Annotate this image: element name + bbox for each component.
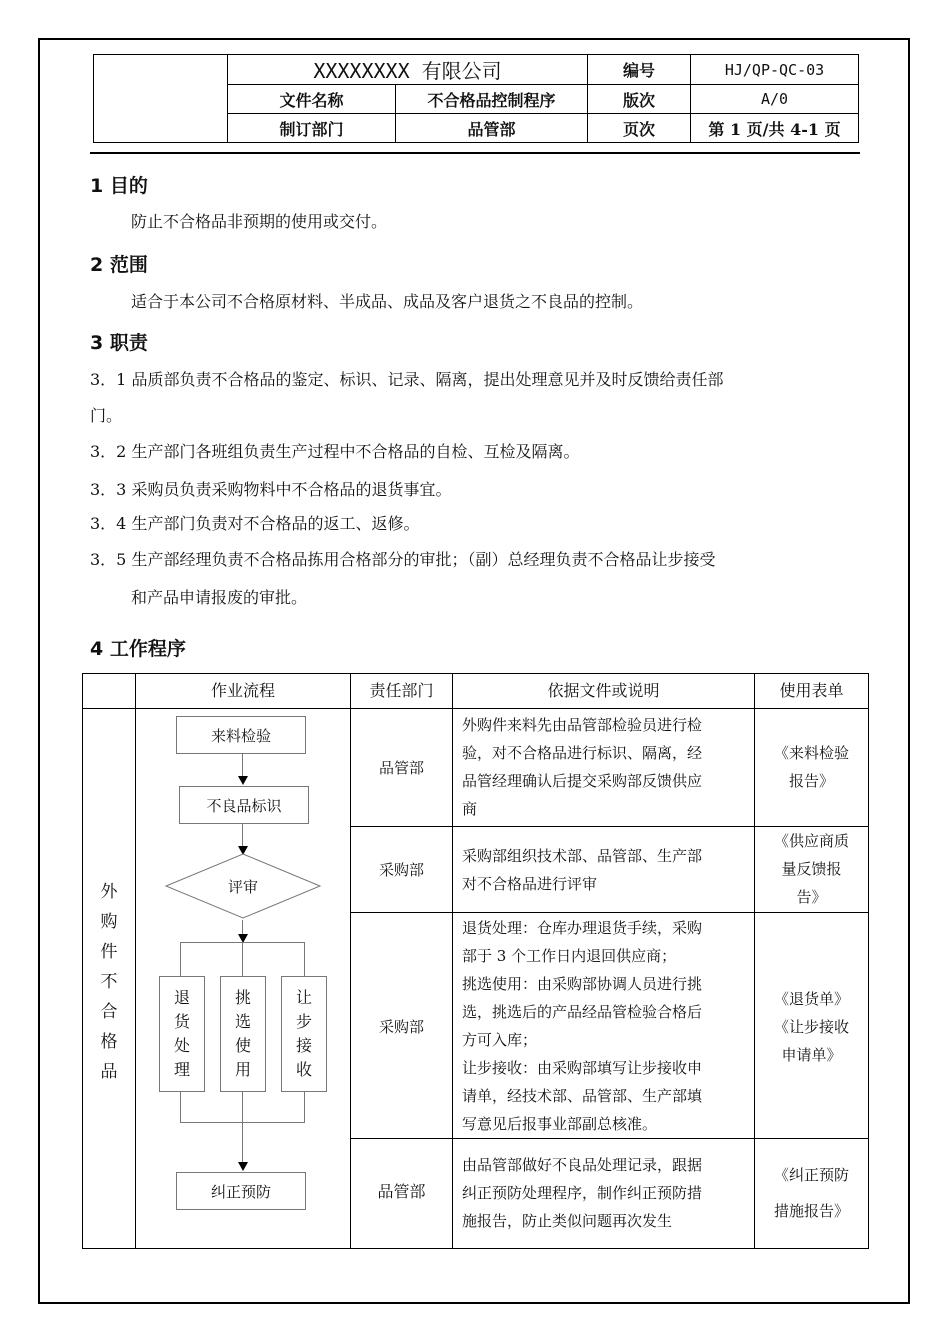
dept-value: 品管部 <box>396 114 588 143</box>
category-label: 外购件不合格品 <box>100 882 118 1082</box>
dept-label: 制订部门 <box>228 114 396 143</box>
logo-cell <box>94 55 228 143</box>
version-value: A/0 <box>691 85 859 114</box>
section-3-5-line2: 和产品申请报废的审批。 <box>131 588 308 607</box>
row1-basis: 外购件来料先由品管部检验员进行检 验，对不合格品进行标识、隔离，经 品管经理确认后提交采购部反馈供应 商 <box>462 716 703 818</box>
section-2-title: 2 范围 <box>90 254 148 276</box>
document-header-table <box>93 54 859 143</box>
flow-step-incoming-inspection: 来料检验 <box>176 716 306 754</box>
code-value: HJ/QP-QC-03 <box>691 55 859 85</box>
header-divider <box>90 152 860 154</box>
code-label: 编号 <box>588 55 691 85</box>
row1-dept: 品管部 <box>378 759 424 777</box>
section-3-4: 3．4 生产部门负责对不合格品的返工、返修。 <box>90 514 420 533</box>
row4-dept: 品管部 <box>377 1182 426 1201</box>
row3-basis: 退货处理：仓库办理退货手续，采购 部于 3 个工作日内退回供应商； 挑选使用：由采购部协调人员进行挑 选，挑选后的产品经品管检验合格后 方可入库； 让步接收：由采购部填写让步接收申 请单，经技术部、品管部、生产部填 写意见后报事业部副总核准。 <box>462 919 703 1133</box>
section-4-title: 4 工作程序 <box>90 638 186 660</box>
flow-branch-concession: 让步接收 <box>281 976 327 1092</box>
col-flow-header: 作业流程 <box>210 681 275 700</box>
flow-branch-select-use: 挑选使用 <box>220 976 266 1092</box>
row2-dept: 采购部 <box>378 861 424 879</box>
row4-forms: 《纠正预防 措施报告》 <box>773 1166 849 1220</box>
arrow-down-icon <box>238 776 248 785</box>
col-forms-header: 使用表单 <box>779 681 844 700</box>
section-3-title: 3 职责 <box>90 332 148 354</box>
section-3-1-line2: 门。 <box>90 406 123 425</box>
row2-basis: 采购部组织技术部、品管部、生产部 对不合格品进行评审 <box>462 847 703 893</box>
section-3-5-line1: 3．5 生产部经理负责不合格品拣用合格部分的审批；（副）总经理负责不合格品让步接受 <box>90 550 716 569</box>
section-1-title: 1 目的 <box>90 175 148 197</box>
col-basis-header: 依据文件或说明 <box>547 681 660 700</box>
row1-forms: 《来料检验 报告》 <box>773 744 849 790</box>
section-3-3: 3．3 采购员负责采购物料中不合格品的退货事宜。 <box>90 480 452 499</box>
row3-forms: 《退货单》 《让步接收 申请单》 <box>773 990 849 1064</box>
flow-step-defect-marking: 不良品标识 <box>179 786 309 824</box>
version-label: 版次 <box>588 85 691 114</box>
flow-step-corrective-action: 纠正预防 <box>176 1172 306 1210</box>
row3-dept: 采购部 <box>378 1018 424 1036</box>
col-dept-header: 责任部门 <box>369 681 434 700</box>
section-2-text: 适合于本公司不合格原材料、半成品、成品及客户退货之不良品的控制。 <box>131 292 644 311</box>
flow-decision-label: 评审 <box>227 878 258 896</box>
page-label: 页次 <box>588 114 691 143</box>
section-3-2: 3．2 生产部门各班组负责生产过程中不合格品的自检、互检及隔离。 <box>90 442 580 461</box>
section-3-1-line1: 3．1 品质部负责不合格品的鉴定、标识、记录、隔离，提出处理意见并及时反馈给责任部 <box>90 370 724 389</box>
flow-branch-return: 退货处理 <box>159 976 205 1092</box>
arrow-down-icon <box>238 1162 248 1171</box>
section-1-text: 防止不合格品非预期的使用或交付。 <box>131 212 388 231</box>
row2-forms: 《供应商质 量反馈报 告》 <box>773 832 849 906</box>
file-name-label: 文件名称 <box>228 85 396 114</box>
row4-basis: 由品管部做好不良品处理记录，跟据 纠正预防处理程序，制作纠正预防措 施报告，防止类似问题再次发生 <box>462 1156 703 1230</box>
page-value: 第 1 页/共 4-1 页 <box>691 114 859 143</box>
company-name: XXXXXXXX 有限公司 <box>228 55 588 85</box>
file-name-value: 不合格品控制程序 <box>396 85 588 114</box>
